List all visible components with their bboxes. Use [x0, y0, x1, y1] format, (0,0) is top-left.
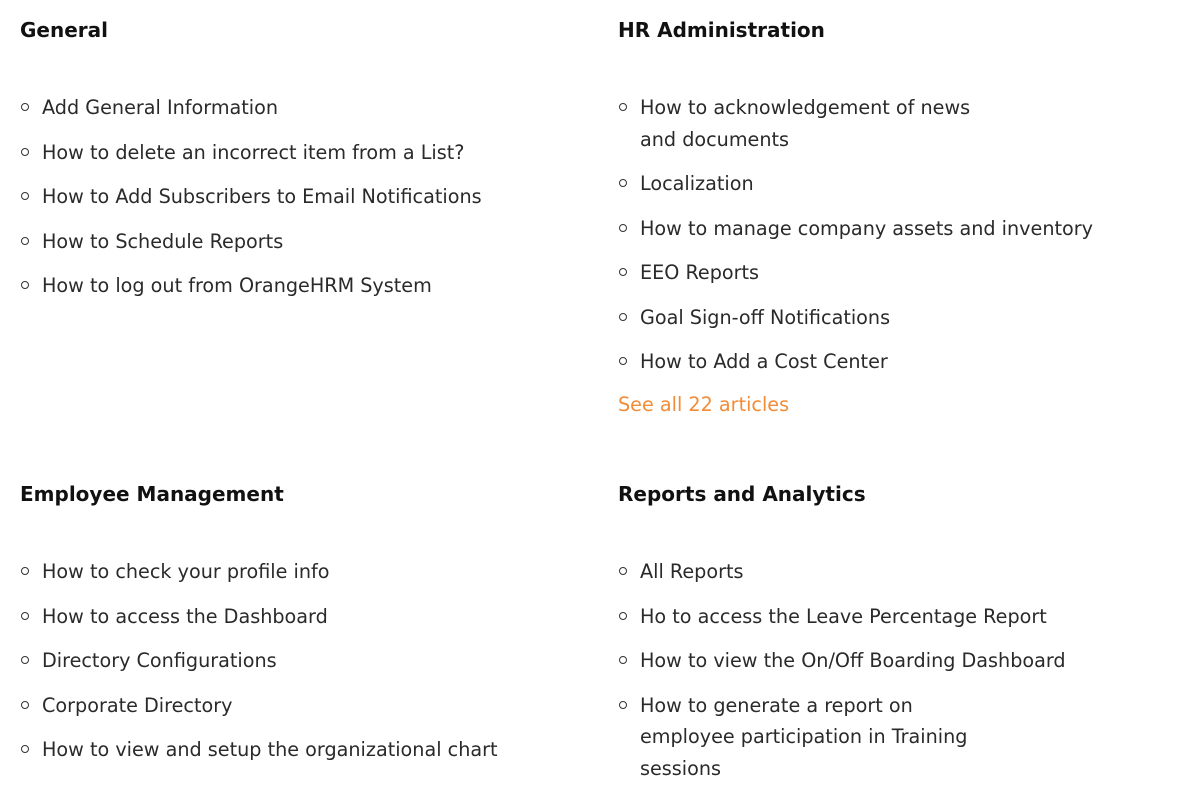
list-item — [618, 92, 1010, 155]
list-item — [618, 346, 1138, 378]
article-link[interactable]: How to Add a Cost Center — [640, 350, 888, 373]
list-item — [618, 257, 1138, 289]
article-link[interactable]: How to manage company assets and inventory — [640, 216, 1093, 240]
list-item — [20, 734, 540, 766]
bullet-icon — [21, 745, 29, 753]
article-link[interactable]: How to access the Dashboard — [42, 604, 328, 628]
list-item — [618, 168, 1138, 200]
see-all-articles-link[interactable]: See all 22 articles — [618, 392, 790, 416]
article-list-general — [20, 92, 540, 302]
article-list-hr-administration — [618, 92, 1138, 378]
section-hr-administration — [618, 15, 1138, 419]
list-item — [618, 213, 1138, 245]
section-title-reports-and-analytics: Reports and Analytics — [618, 482, 866, 506]
section-employee-management — [20, 479, 540, 779]
list-item — [20, 645, 540, 677]
list-item — [618, 645, 1138, 677]
bullet-icon — [619, 268, 627, 276]
bullet-icon — [619, 567, 627, 575]
article-list-employee-management — [20, 556, 540, 766]
bullet-icon — [619, 357, 627, 365]
article-link[interactable]: How to Add Subscribers to Email Notifications — [42, 185, 482, 208]
article-link[interactable]: Ho to access the Leave Percentage Report — [640, 604, 1047, 628]
list-item — [618, 690, 1010, 785]
bullet-icon — [21, 567, 29, 575]
article-link[interactable]: How to Schedule Reports — [42, 229, 284, 253]
bullet-icon — [619, 656, 627, 664]
bullet-icon — [619, 224, 627, 232]
list-item — [20, 556, 540, 588]
bullet-icon — [21, 701, 29, 709]
article-link[interactable]: Localization — [640, 172, 754, 195]
bullet-icon — [21, 281, 29, 289]
article-link[interactable]: Goal Sign-off Notifications — [640, 305, 891, 329]
list-item — [20, 270, 540, 302]
list-item — [20, 137, 540, 169]
section-reports-and-analytics — [618, 479, 1138, 797]
article-link[interactable]: How to view and setup the organizational chart — [42, 738, 498, 761]
article-link[interactable]: Add General Information — [42, 96, 279, 119]
bullet-icon — [619, 103, 627, 111]
article-link[interactable]: All Reports — [640, 560, 744, 583]
section-general — [20, 15, 540, 315]
bullet-icon — [21, 103, 29, 111]
list-item — [20, 690, 540, 722]
article-link[interactable]: Directory Configurations — [42, 649, 277, 672]
section-title-hr-administration: HR Administration — [618, 18, 825, 42]
list-item — [20, 181, 540, 213]
article-link[interactable]: How to check your profile info — [42, 560, 330, 583]
article-link[interactable]: How to generate a report on employee participation in Training sessions — [640, 693, 968, 780]
list-item — [618, 556, 1138, 588]
bullet-icon — [21, 192, 29, 200]
article-link[interactable]: How to log out from OrangeHRM System — [42, 274, 432, 297]
article-list-reports-and-analytics — [618, 556, 1138, 784]
bullet-icon — [21, 237, 29, 245]
article-link[interactable]: How to delete an incorrect item from a List? — [42, 140, 465, 164]
bullet-icon — [619, 701, 627, 709]
bullet-icon — [21, 148, 29, 156]
bullet-icon — [619, 612, 627, 620]
list-item — [20, 601, 540, 633]
list-item — [618, 302, 1138, 334]
article-link[interactable]: EEO Reports — [640, 261, 760, 284]
list-item — [618, 601, 1138, 633]
bullet-icon — [21, 656, 29, 664]
bullet-icon — [21, 612, 29, 620]
bullet-icon — [619, 179, 627, 187]
article-link[interactable]: Corporate Directory — [42, 693, 233, 717]
section-title-employee-management: Employee Management — [20, 482, 284, 506]
list-item — [20, 226, 540, 258]
bullet-icon — [619, 313, 627, 321]
article-link[interactable]: How to view the On/Off Boarding Dashboard — [640, 649, 1066, 672]
article-link[interactable]: How to acknowledgement of news and documents — [640, 96, 971, 151]
section-title-general: General — [20, 18, 108, 42]
list-item — [20, 92, 540, 124]
